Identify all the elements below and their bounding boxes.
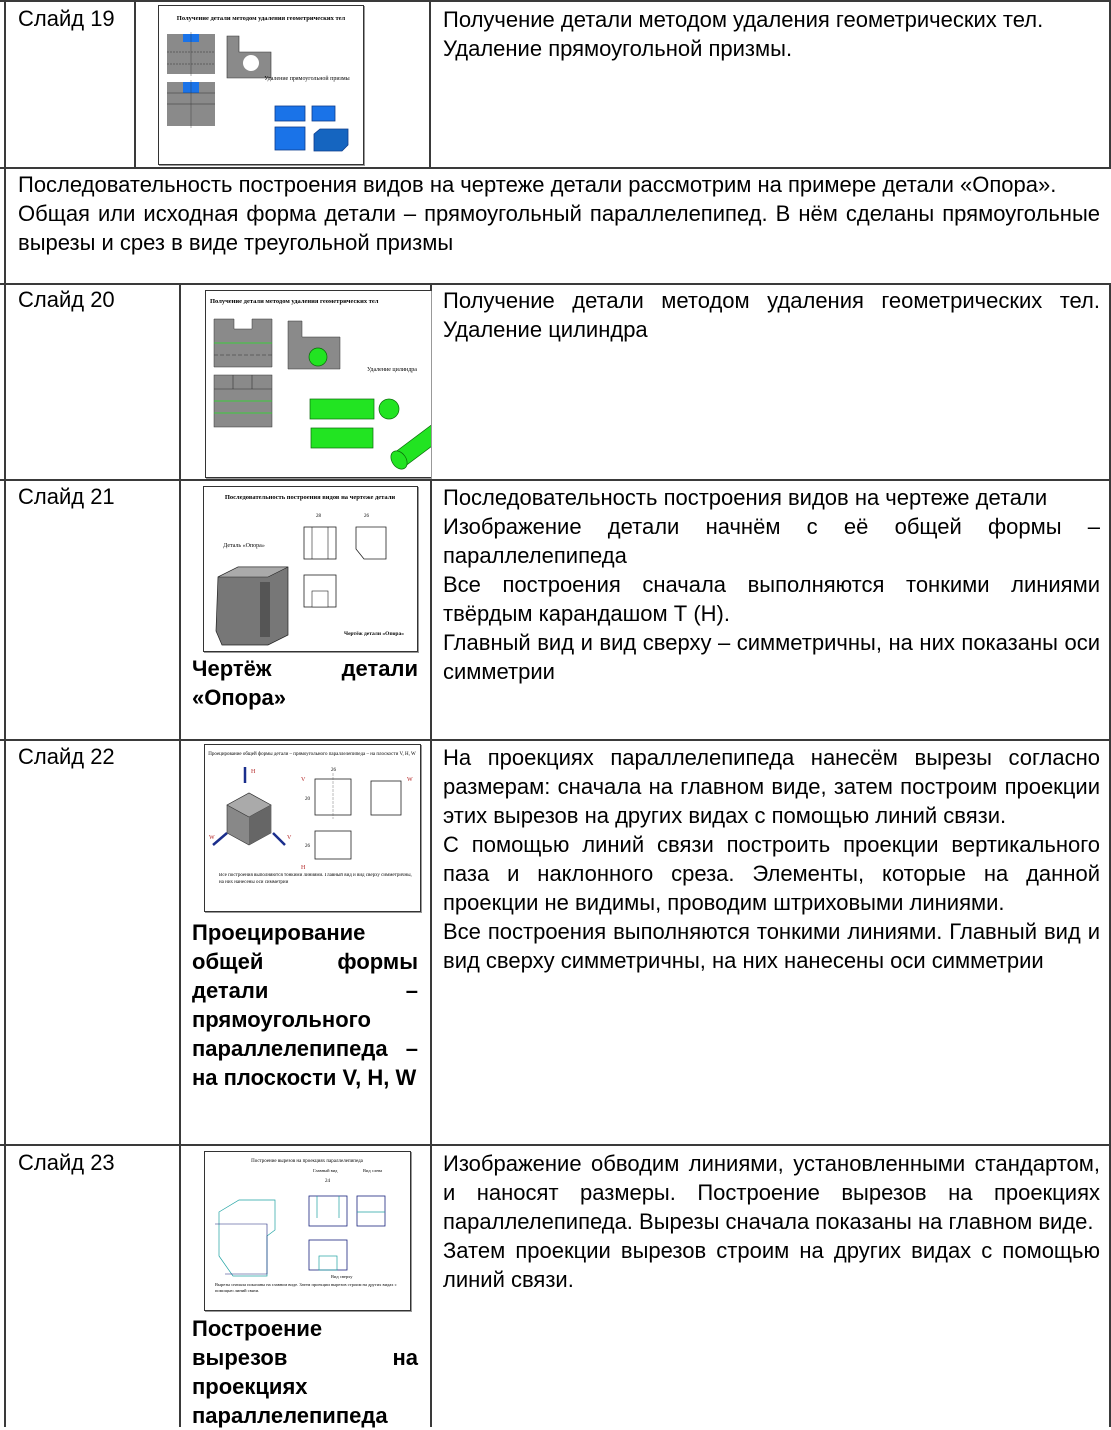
description-paragraph: Получение детали методом удаления геометрических тел. (443, 7, 1044, 32)
slide-thumbnail[interactable] (158, 5, 364, 165)
thumb-title: Проецирование общей формы детали – прямоугольного параллелепипеда – на плоскости V, H, W (208, 752, 416, 757)
description-paragraph: Все построения выполняются тонкими линиями. Главный вид и вид сверху симметричны, на них нанесены оси симметрии (443, 919, 1100, 973)
description-paragraph: Все построения сначала выполняются тонкими линиями твёрдым карандашом Т (Н). (443, 572, 1100, 626)
intro-paragraph: Последовательность построения видов на чертеже детали рассмотрим на примере детали «Опора». (18, 172, 1057, 197)
slide-caption: Чертёж детали «Опора» (192, 656, 418, 710)
slide-description (443, 1149, 1100, 1294)
slide-19-drawing (159, 6, 363, 164)
column-divider (134, 0, 136, 168)
thumb-note: Удаление прямоугольной призмы (264, 76, 350, 82)
row-divider (0, 167, 1111, 169)
left-view-label: Вид слева (363, 1168, 383, 1173)
thumb-title: Построение вырезов на проекциях параллелепипеда (251, 1159, 363, 1164)
table-border-top (0, 0, 1111, 2)
description-paragraph: Последовательность построения видов на чертеже детали (443, 485, 1048, 510)
slide-description (443, 483, 1100, 686)
description-paragraph: Изображение обводим линиями, установленными стандартом, и наносят размеры. Построение вырезов на проекциях параллелепипеда. Вырезы сначала показаны на главном виде. (443, 1151, 1100, 1234)
thumb-title: Получение детали методом удаления геометрических тел (176, 15, 346, 22)
intro-text (18, 170, 1100, 257)
description-paragraph: Удаление прямоугольной призмы. (443, 36, 793, 61)
slide-label: Слайд 22 (18, 744, 115, 769)
column-divider (179, 283, 181, 1427)
description-paragraph: С помощью линий связи построить проекции вертикального паза и наклонного среза. Элементы, которые на данной проекции не видимы, проводим штриховыми линиями. (443, 832, 1100, 915)
slide-label: Слайд 23 (18, 1150, 115, 1175)
slide-caption: Построение вырезов на проекциях параллелепипеда (192, 1316, 418, 1428)
thumb-title: Получение детали методом удаления геометрических тел (210, 298, 379, 305)
slide-23-drawing (205, 1152, 410, 1310)
row-divider (0, 283, 1111, 285)
description-paragraph: Изображение детали начнём с её общей формы – параллелепипеда (443, 514, 1100, 568)
description-paragraph: Главный вид и вид сверху – симметричны, на них показаны оси симметрии (443, 630, 1100, 684)
thumb-note: Вырезы сначала показаны на главном виде. Затем проекции вырезов строим на других видах с помощью линий связи. (215, 1282, 397, 1293)
thumb-dim: 26 (305, 844, 310, 849)
thumb-dim: 26 (364, 514, 369, 519)
slide-thumbnail[interactable] (205, 290, 431, 478)
slide-label: Слайд 21 (18, 484, 115, 509)
plane-h-label: H (301, 865, 306, 871)
thumb-dim: 24 (325, 1179, 330, 1184)
thumb-title: Последовательность построения видов на чертеже детали (224, 494, 396, 501)
slide-description (443, 5, 1100, 63)
thumb-part-label: Деталь «Опора» (223, 543, 265, 549)
front-view-label: Главный вид (313, 1168, 338, 1173)
slide-thumbnail[interactable] (203, 486, 418, 652)
slide-22-drawing (205, 745, 420, 911)
row-divider (0, 1144, 1111, 1146)
thumb-dim: 26 (331, 768, 336, 773)
thumb-note: Все построения выполняются тонкими линиями. Главный вид и вид сверху симметричны, на них нанесены оси симметрии (219, 873, 412, 885)
slide-label: Слайд 19 (18, 6, 115, 31)
thumb-footer: Чертёж детали «Опора» (344, 631, 404, 637)
intro-paragraph: Общая или исходная форма детали – прямоугольный параллелепипед. В нём сделаны прямоугольные вырезы и срез в виде треугольной призмы (18, 201, 1100, 255)
row-divider (0, 479, 1111, 481)
slide-description (443, 286, 1100, 344)
slide-thumbnail[interactable] (204, 744, 421, 912)
slide-21-drawing (204, 487, 417, 651)
description-paragraph: Затем проекции вырезов строим на других видах с помощью линий связи. (443, 1238, 1100, 1292)
description-paragraph: На проекциях параллелепипеда нанесём вырезы согласно размерам: сначала на главном виде, затем построим проекции этих вырезов на других видах с помощью линий связи. (443, 745, 1100, 828)
slide-thumbnail[interactable] (204, 1151, 411, 1311)
slide-label: Слайд 20 (18, 287, 115, 312)
slide-20-drawing (206, 291, 431, 477)
plane-h-label: H (251, 769, 256, 775)
table-border-left (4, 0, 6, 1427)
description-paragraph: Получение детали методом удаления геометрических тел. Удаление цилиндра (443, 288, 1100, 342)
plane-w-label: W (209, 835, 215, 841)
thumb-dim: 28 (316, 514, 321, 519)
slide-description (443, 743, 1100, 975)
row-divider (0, 739, 1111, 741)
plane-v-label: V (301, 777, 306, 783)
plane-w-label: W (407, 777, 413, 783)
column-divider (429, 0, 431, 168)
top-view-label: Вид сверху (331, 1274, 353, 1279)
thumb-note: Удаление цилиндра (367, 367, 417, 373)
slide-caption: Проецирование общей формы детали – прямоугольного параллелепипеда – на плоскости V, H, W (192, 920, 418, 1090)
thumb-dim: 20 (305, 797, 310, 802)
plane-v-label: V (287, 835, 292, 841)
